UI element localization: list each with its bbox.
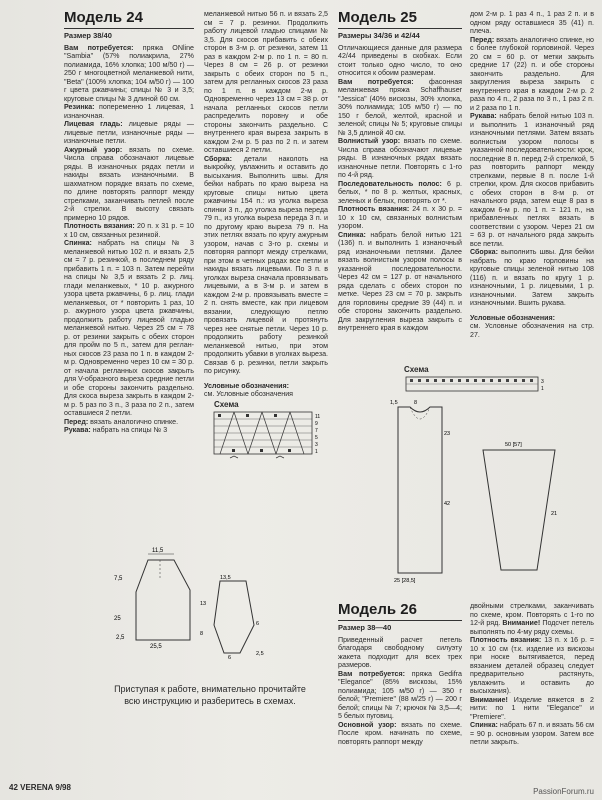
schema-25-row: 1	[541, 386, 544, 392]
model-24-sleeve-cont: меланжевой нитью 56 п. и вязать 2,5 см = 7 р. резинки. Продолжить работу лицевой гладью спицами № 3,5. Для скосов прибавить с обеих сторон в 3-м р. от резинки, затем 11 раз в каждом 2-м р. по 1 п. = 80 п. Через 8 см = 26 р. от резинки закрыть с обеих сторон по 5 п., затем для регланных скосов 23 раза по 1 п. в каждом 2-м р. Одновременно через 13 см = 38 р. от начала регланных скосов петли распределить поровну и обе стороны закончить раздельно. С внутреннего края выреза закрыть в каждом 2-м р. 5 раз по 2 п. и затем оставшиеся 2 петли.	[204, 10, 328, 154]
model-26-column-1	[338, 602, 462, 746]
sleeve-24-dim-side2: 8	[200, 631, 204, 637]
model-25-assembly: Сборка: выполнить швы. Для бейки набрать по краю горловины на круговые спицы зеленой нитью 108 (116) п. и вязать по кругу 1 р. изнаночными, 1 р. лицевыми, 1 р. изнаночными. Затем закрыть изнаночными. Вшить рукава.	[470, 248, 594, 307]
model-24-stst: Лицевая гладь: лицевые ряды — лицевые петли, изнаночные ряды — изнаночные петли.	[64, 120, 194, 145]
schema-25-row: 3	[541, 379, 544, 385]
title-rule	[338, 28, 462, 29]
schema-24-row: 3	[315, 442, 318, 448]
pattern-24-dim-left: 2,5	[116, 635, 125, 641]
pattern-24-body	[100, 540, 200, 650]
pattern-25-dim-s: 1,5	[390, 400, 398, 406]
title-rule	[64, 28, 194, 29]
model-24-back: Спинка: набрать на спицы № 3 меланжевой нитью 102 п. и вязать 2,5 см = 7 р. резинкой, в последнем ряду прибавить 1 п. = 103 п. Затем перейти на спицы № 3,5 и вязать 2 р. лиц. глади меланжевых, * 10 р. ажурного узора цвета ржавчины, 6 р. лиц. глади меланжевых, от * повторить 1 раз, 10 р. ажурного узора цвета ржавчины, продолжить работу лицевой гладью меланжевой нитью. Через 25 см = 78 р. от резинки закрыть с обеих сторон для пройм по 5 п., затем для регланных скосов 23 раза по 1 п. в каждом 2-м р. Одновременно через 10 см = 30 р. от начала регланных скосов закрыть для V-образного выреза средние петли и обе стороны закончить раздельно. Для скоса выреза закрыть в каждом 2-м р. 5 раз по 3 п., 3 раза по 2 п., затем оставшиеся 2 петли.	[64, 239, 194, 417]
model-25-front: Перед: вязать аналогично спинке, но с более глубокой горловиной. Через 20 см = 60 р. от метки закрыть средние 17 (22) п. и обе стороны закончить раздельно. Для закругления выреза закрыть с внутреннего края в каждом 2-м р. 2 раза по 4 п., 2 раза по 3 п., 1 раз 2 п. и 2 раза по 1 п.	[470, 35, 594, 112]
model-26-base: Основной узор: вязать по схеме. После кром. начинать по схеме, повторять раппорт между	[338, 720, 462, 746]
model-25-sleeve: Рукава: набрать белой нитью 103 п. и выполнить 1 изнаночный ряд изнаночными петлями. Затем вязать волнистым узором полосы в указанной последовательности: крок, последние 8 п. перед 2-й стрелкой, 5 раз повторить раппорт между стрелками, первые 8 п. после 1-й стрелки, кром. Для скосов прибавить с обеих сторон в 8-м р. от начального ряда, затем еще 8 раз в каждом 6-м р. по 1 п. = 121 п., на прибавленных петлях вязать в соответствии с узором. Через 21 см = 63 р. от начального ряда закрыть все петли.	[470, 112, 594, 248]
model-24-assembly: Сборка: детали наколоть на выкройку, увлажнить и оставить до высыхания. Выполнить швы. Для бейки набрать по краю выреза на круговые спицы нитью цвета ржавчины 154 п.: из уголка выреза спинки 3 п., до уголка выреза переда 79 п., из уголка выреза переда 3 п. и по другому краю выреза 79 п. На этих петлях вязать по кругу ажурным узором, начав с 3-го р. схемы и повторяя раппорт между стрелками, при этом в четных рядах все петли и накиды вязать лицевыми. По 3 п. в уголках выреза сначала провязывать лицевыми, а в 3-м р. и затем в каждом 2-м р. провязывать вместе = 2 п. снять вместе, как при лицевом вязании, следующую петлю провязать лицевой и протянуть через нее снятые петли. Через 10 р. продолжить работу резинкой меланжевой нитью, при этом продолжить убавки в уголках выреза. Связав 6 р. резинки, петли закрыть по рисунку.	[204, 154, 328, 375]
sleeve-25-dim-h: 21	[551, 511, 558, 517]
model-24-front: Перед: вязать аналогично спинке.	[64, 417, 179, 426]
model-26-base-cont: двойными стрелками, заканчивать по схеме, кром. Повторять с 1-го по 12-й ряд. Внимание! Подсчет петель выполнять по 4-му ряду схемы.	[470, 602, 594, 636]
schema-24-row: 11	[315, 414, 321, 420]
model-24-column-2	[204, 10, 328, 399]
schema-24-chart	[210, 410, 330, 462]
model-25-size: Размеры 34/36 и 42/44	[338, 31, 420, 40]
model-25-title: Модель 25	[338, 9, 417, 26]
model-24-rib: Резинка: попеременно 1 лицевая, 1 изнаночная.	[64, 103, 194, 120]
model-26-materials: Вам потребуется: пряжа Gedifra "Elegance" (85% вискозы, 15% полиамида; 105 м/50 г) — 350 г белой; "Premiere" (88 м/25 г) — 200 г белой; спицы № 7; крючок № 3,5—4; 5 белых пуговиц.	[338, 669, 462, 720]
model-26-size: Размер 38—40	[338, 623, 392, 632]
model-26-title: Модель 26	[338, 601, 417, 618]
schema-25-chart	[404, 375, 554, 397]
schema-24-row: 5	[315, 435, 318, 441]
model-25-gauge: Плотность вязания: 24 п. х 30 р. = 10 х 10 см, связанных волнистым узором.	[338, 205, 462, 230]
model-25-back-cont: дом 2-м р. 1 раз 4 п., 1 раз 2 п. и в одном ряду оставшиеся 35 (41) п. плеча.	[470, 10, 594, 35]
pattern-24-dim-side2: 25	[114, 616, 121, 622]
schema-25-cells	[410, 379, 533, 382]
sleeve-24-dim-bottom: 6	[228, 655, 232, 660]
sleeve-25-dim-w: 50 [57]	[505, 442, 522, 448]
pattern-24-dim-top: 11,5	[152, 548, 164, 554]
model-25-materials: Вам потребуется: фасонная меланжевая пряжа Schaffhauser "Jessica" (40% вискозы, 30% хлопка, 30% полиамида; 105 м/50 г) — по 150 г белой, желтой, красной и зеленой; спицы № 5; круговые спицы № 3,5 длиной 40 см.	[338, 77, 462, 137]
model-26-column-2	[470, 602, 594, 747]
sleeve-24-dim-cuff: 2,5	[256, 651, 264, 657]
model-26-attn2: Внимание! Изделие вяжется в 2 нити: по 1 нити "Elegance" и "Premiere".	[470, 695, 594, 721]
pattern-25-dim-top: 8	[414, 400, 418, 406]
model-26-back: Спинка: набрать 67 п. и вязать 56 см = 90 р. основным узором. Затем все петли закрыть.	[470, 721, 594, 746]
pattern-25-dim-w: 25 [28,5]	[394, 578, 416, 584]
schema-25-label: Схема	[404, 365, 429, 374]
site-watermark: PassionForum.ru	[533, 787, 594, 796]
model-25-legend: Условные обозначения: см. Условные обозначения на стр. 27.	[470, 313, 594, 339]
schema-24-row: 9	[315, 421, 318, 427]
sleeve-24-dim-top: 13,5	[220, 575, 231, 581]
model-24-materials: Вам потребуется: пряжа ONline "Sambia" (57% полиакрила, 27% полиамида, 16% хлопка; 100 м/50 г) — 250 г многоцветной меланжевой нити, "Beta" (100% хлопка; 104 м/50 г) — 100 г цвета ржавчины; спицы № 3 и 3,5; круговые спицы № 3 длиной 60 см.	[64, 43, 194, 103]
model-25-sequence: Последовательность полос: 6 р. белых, * по 8 р. желтых, красных, зеленых и белых, повторять от *.	[338, 179, 462, 205]
pattern-24-sleeve	[200, 575, 280, 660]
reading-instruction: Приступая к работе, внимательно прочитайте всю инструкцию и разберитесь в схемах.	[114, 684, 306, 706]
title-rule	[338, 620, 462, 621]
pattern-25-dim-h1: 42	[444, 501, 450, 507]
model-25-column-2	[470, 10, 594, 339]
sleeve-24-dim-side1: 13	[200, 601, 207, 607]
model-26-intro: Приведенный расчет петель благодаря свободному силуэту жакета подходит для всех трех размеров.	[338, 635, 462, 669]
pattern-25-body	[390, 395, 450, 585]
pattern-25-sleeve	[475, 420, 565, 580]
model-24-lace: Ажурный узор: вязать по схеме. Числа справа обозначают лицевые ряды. В изнаночных рядах петли и накиды вязать изнаночными. В шахматном порядке вязать по схеме, по длине повторять раппорт между стрелками, заканчивать петлей после 2-й стрелки. В высоту связать примерно 10 рядов.	[64, 145, 194, 222]
model-26-gauge: Плотность вязания: 13 п. х 16 р. = 10 х 10 см (т.к. изделие из вискозы при носке вытягивается, перед вязанием деталей образец следует предварительно растянуть, увлажнить и оставить до высыхания).	[470, 636, 594, 695]
model-25-column-1	[338, 10, 462, 333]
model-24-title: Модель 24	[64, 9, 143, 26]
page-folio: 42 VERENA 9/98	[9, 783, 71, 792]
pattern-24-dim-bottom: 25,5	[150, 644, 162, 650]
model-24-gauge: Плотность вязания: 20 п. х 31 р. = 10 х 10 см, связанных резинкой.	[64, 222, 194, 239]
model-24-column-1	[64, 10, 194, 435]
model-25-intro: Отличающиеся данные для размера 42/44 приведены в скобках. Если стоит только одно число, то оно относится к обоим размерам.	[338, 43, 462, 77]
model-24-legend: Условные обозначения: см. Условные обозначения	[204, 381, 294, 398]
model-24-sleeve: Рукава: набрать на спицы № 3	[64, 426, 168, 434]
schema-24-row: 1	[315, 449, 318, 455]
sleeve-24-dim-mid: 6	[256, 621, 260, 627]
schema-24-row: 7	[315, 428, 318, 434]
model-24-size: Размер 38/40	[64, 31, 112, 40]
schema-24-label: Схема	[214, 400, 239, 409]
model-25-wave: Волнистый узор: вязать по схеме. Числа справа обозначают лицевые ряды. В изнаночных рядах вязать изнаночные петли. Повторять с 1-го по 4-й ряд.	[338, 137, 462, 179]
pattern-25-dim-h2: 23	[444, 431, 450, 437]
model-25-back: Спинка: набрать белой нитью 121 (136) п. и выполнить 1 изнаночный ряд изнаночными петлями. Далее вязать волнистым узором полосы в указанной последовательности. Через 42 см = 127 р. от начального ряда сделать с обеих сторон по метке. Через 23 см = 70 р. закрыть для горловины средние 39 (44) п. и обе стороны закончить раздельно. Для закругления выреза закрыть с внутреннего края в каждом	[338, 230, 462, 332]
pattern-24-dim-side1: 7,5	[114, 576, 123, 582]
